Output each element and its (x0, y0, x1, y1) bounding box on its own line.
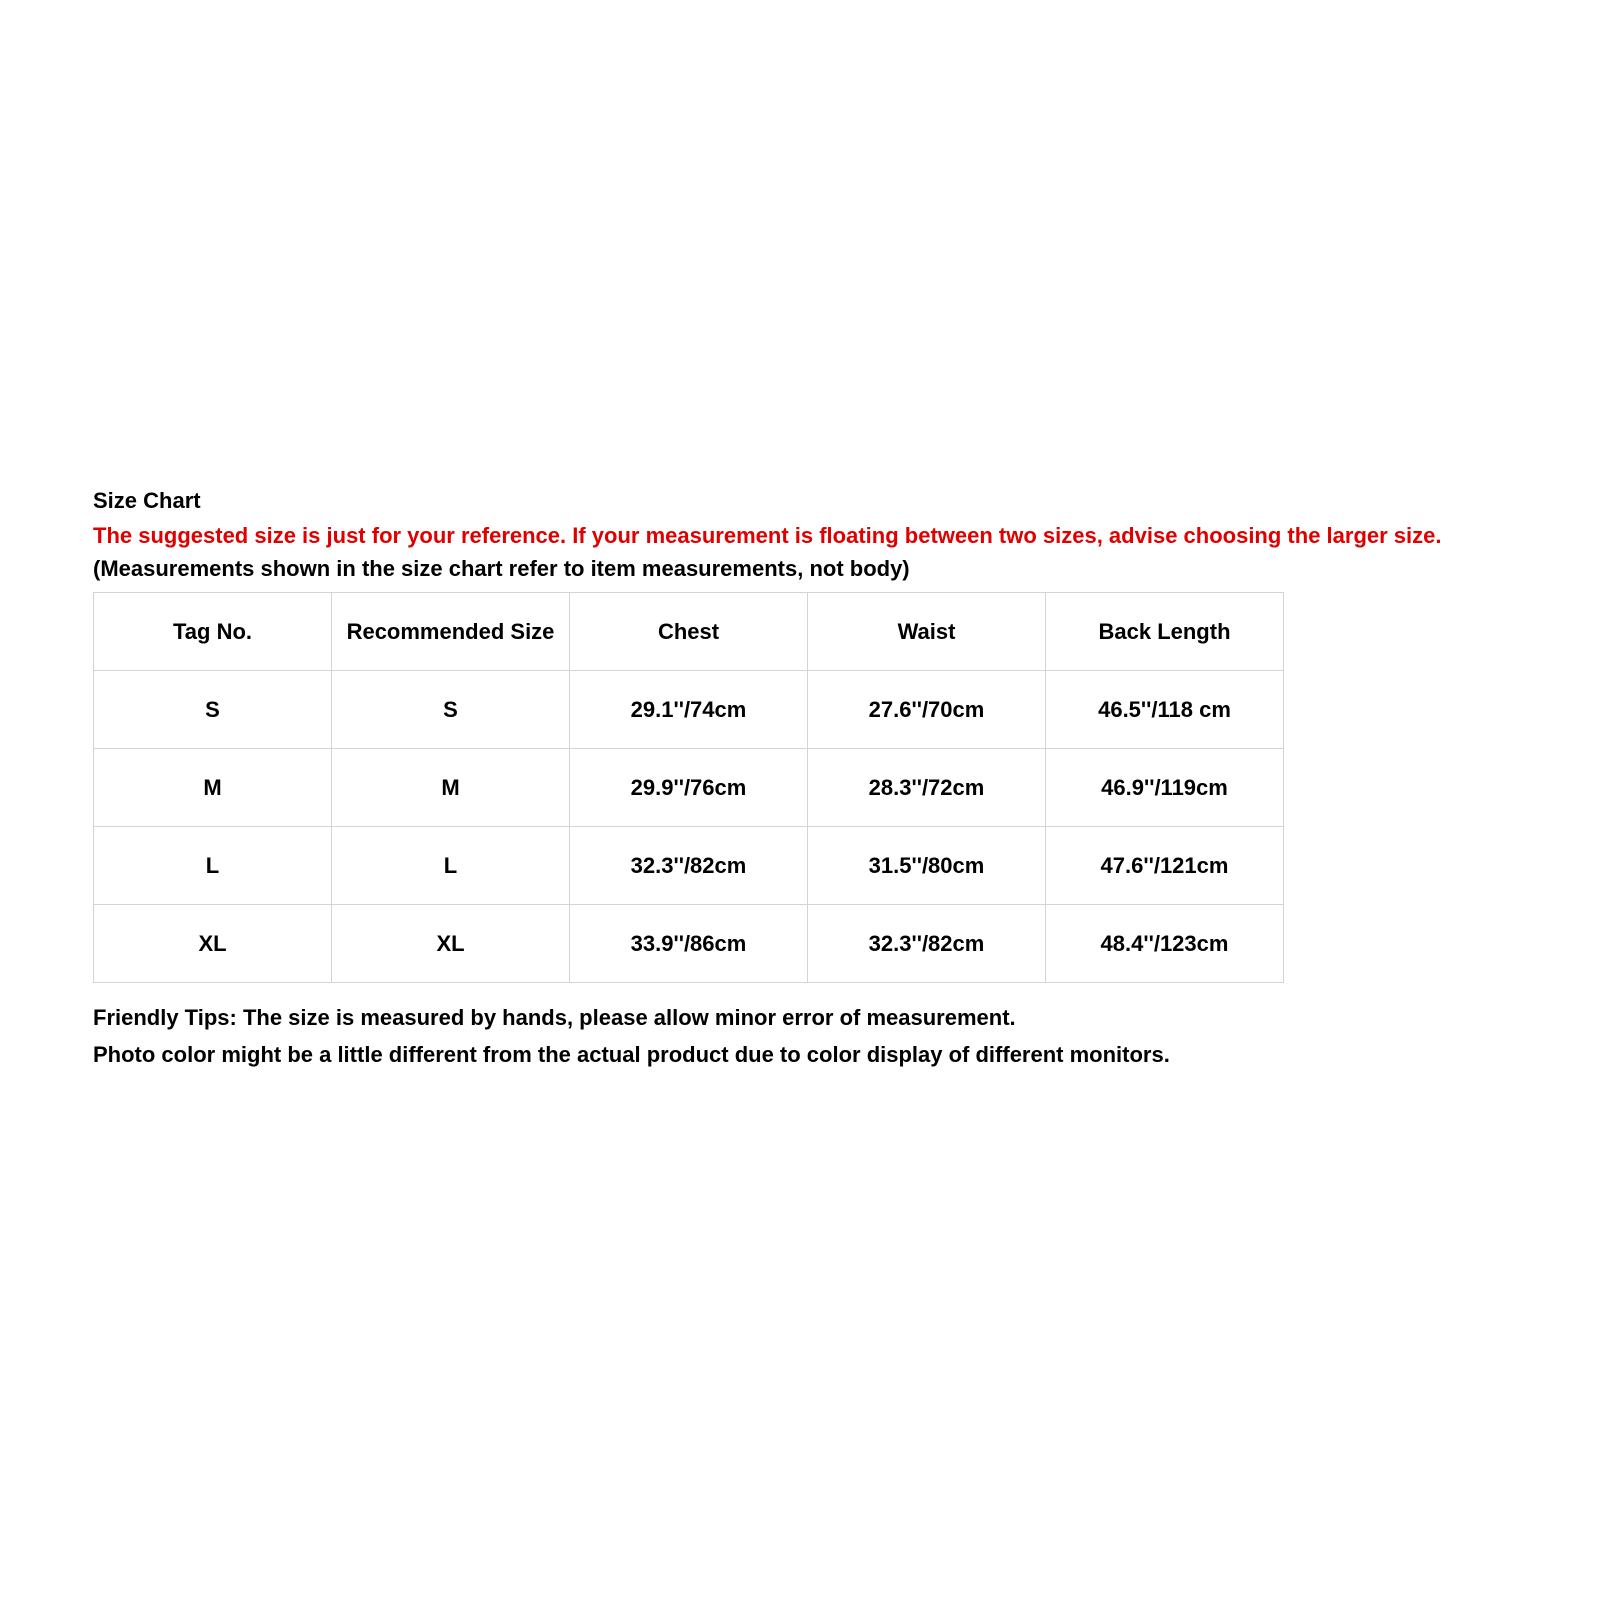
cell-tag-no: S (94, 671, 332, 749)
measurement-note: (Measurements shown in the size chart refer to item measurements, not body) (93, 556, 910, 581)
header-tag-no: Tag No. (94, 593, 332, 671)
cell-back-length: 46.5''/118 cm (1046, 671, 1284, 749)
cell-tag-no: M (94, 749, 332, 827)
table-row (94, 671, 1284, 749)
cell-recommended-size: L (332, 827, 570, 905)
table-header-row (94, 593, 1284, 671)
size-chart-section (93, 488, 1533, 1073)
table-row (94, 905, 1284, 983)
cell-chest: 29.9''/76cm (570, 749, 808, 827)
table-row (94, 749, 1284, 827)
size-warning: The suggested size is just for your reference. If your measurement is floating between two sizes, advise choosing the larger size. (93, 523, 1442, 548)
cell-recommended-size: XL (332, 905, 570, 983)
cell-chest: 29.1''/74cm (570, 671, 808, 749)
cell-chest: 32.3''/82cm (570, 827, 808, 905)
header-back-length: Back Length (1046, 593, 1284, 671)
cell-waist: 27.6''/70cm (808, 671, 1046, 749)
cell-tag-no: XL (94, 905, 332, 983)
cell-recommended-size: S (332, 671, 570, 749)
cell-waist: 32.3''/82cm (808, 905, 1046, 983)
header-recommended-size: Recommended Size (332, 593, 570, 671)
cell-recommended-size: M (332, 749, 570, 827)
cell-back-length: 48.4''/123cm (1046, 905, 1284, 983)
friendly-tips (93, 999, 1533, 1073)
page-title: Size Chart (93, 488, 201, 513)
cell-waist: 31.5''/80cm (808, 827, 1046, 905)
size-table (93, 592, 1284, 983)
cell-back-length: 47.6''/121cm (1046, 827, 1284, 905)
tip-photo-color: Photo color might be a little different from the actual product due to color display of different monitors. (93, 1042, 1170, 1067)
tip-measurement: Friendly Tips: The size is measured by hands, please allow minor error of measurement. (93, 1005, 1016, 1030)
header-chest: Chest (570, 593, 808, 671)
table-row (94, 827, 1284, 905)
cell-back-length: 46.9''/119cm (1046, 749, 1284, 827)
header-waist: Waist (808, 593, 1046, 671)
cell-chest: 33.9''/86cm (570, 905, 808, 983)
cell-waist: 28.3''/72cm (808, 749, 1046, 827)
cell-tag-no: L (94, 827, 332, 905)
